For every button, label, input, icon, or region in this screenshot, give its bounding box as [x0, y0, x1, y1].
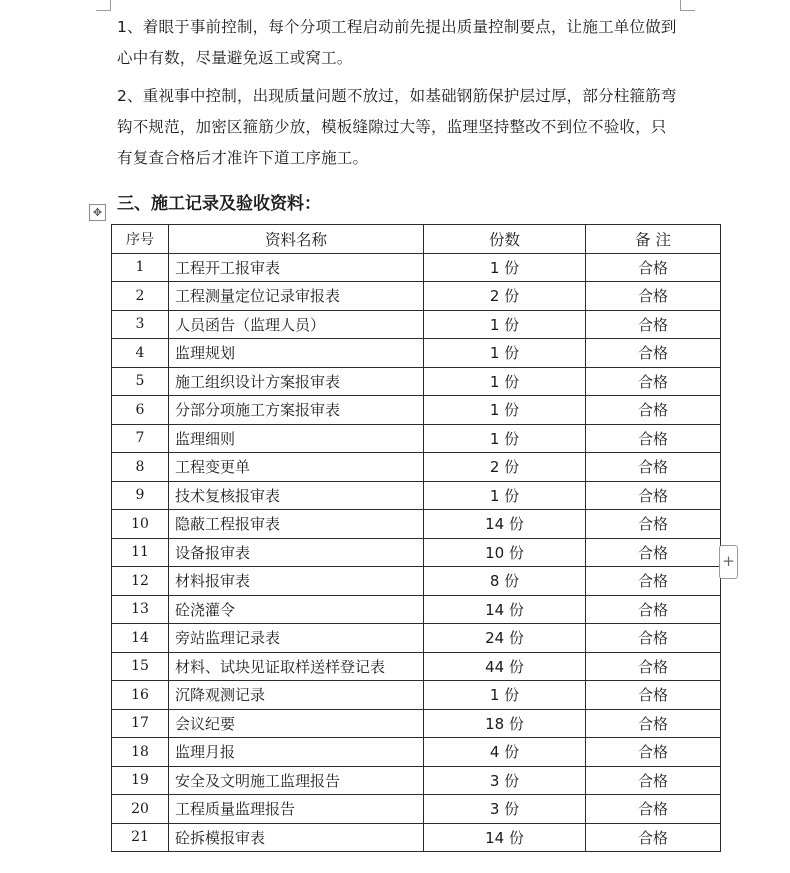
row-document-name: 监理月报	[169, 738, 424, 767]
row-document-name: 工程变更单	[169, 453, 424, 482]
row-copies: 4 份	[424, 738, 586, 767]
table-row	[112, 766, 721, 795]
row-copies: 1 份	[424, 310, 586, 339]
table-row	[112, 624, 721, 653]
row-document-name: 施工组织设计方案报审表	[169, 367, 424, 396]
row-remarks: 合格	[586, 282, 721, 311]
table-row	[112, 652, 721, 681]
row-document-name: 砼浇灌令	[169, 595, 424, 624]
row-serial: 13	[112, 595, 169, 624]
row-serial: 5	[112, 367, 169, 396]
row-document-name: 会议纪要	[169, 709, 424, 738]
row-serial: 1	[112, 253, 169, 282]
row-copies: 1 份	[424, 396, 586, 425]
row-serial: 6	[112, 396, 169, 425]
row-copies: 3 份	[424, 795, 586, 824]
row-serial: 20	[112, 795, 169, 824]
row-copies: 14 份	[424, 823, 586, 852]
row-remarks: 合格	[586, 424, 721, 453]
header-copies: 份数	[424, 225, 586, 254]
row-serial: 19	[112, 766, 169, 795]
row-document-name: 工程开工报审表	[169, 253, 424, 282]
table-row	[112, 567, 721, 596]
row-remarks: 合格	[586, 795, 721, 824]
row-serial: 18	[112, 738, 169, 767]
row-copies: 1 份	[424, 253, 586, 282]
row-serial: 8	[112, 453, 169, 482]
table-row	[112, 367, 721, 396]
row-serial: 3	[112, 310, 169, 339]
row-copies: 1 份	[424, 339, 586, 368]
row-remarks: 合格	[586, 453, 721, 482]
row-document-name: 沉降观测记录	[169, 681, 424, 710]
row-copies: 2 份	[424, 453, 586, 482]
row-copies: 3 份	[424, 766, 586, 795]
table-row	[112, 738, 721, 767]
row-remarks: 合格	[586, 738, 721, 767]
row-copies: 1 份	[424, 681, 586, 710]
row-remarks: 合格	[586, 567, 721, 596]
row-copies: 14 份	[424, 510, 586, 539]
row-copies: 1 份	[424, 481, 586, 510]
row-serial: 15	[112, 652, 169, 681]
row-serial: 12	[112, 567, 169, 596]
table-row	[112, 823, 721, 852]
row-copies: 24 份	[424, 624, 586, 653]
row-remarks: 合格	[586, 253, 721, 282]
row-remarks: 合格	[586, 510, 721, 539]
row-copies: 8 份	[424, 567, 586, 596]
row-document-name: 材料报审表	[169, 567, 424, 596]
row-document-name: 砼拆模报审表	[169, 823, 424, 852]
row-copies: 44 份	[424, 652, 586, 681]
paragraph-in-process-control: 2、重视事中控制，出现质量问题不放过，如基础钢筋保护层过厚，部分柱箍筋弯钩不规范，加密区箍筋少放，模板缝隙过大等，监理坚持整改不到位不验收，只有复查合格后才准许下道工序施工。	[117, 87, 677, 167]
header-document-name: 资料名称	[169, 225, 424, 254]
row-serial: 14	[112, 624, 169, 653]
table-row	[112, 510, 721, 539]
table-row	[112, 310, 721, 339]
row-remarks: 合格	[586, 310, 721, 339]
row-serial: 7	[112, 424, 169, 453]
table-row	[112, 795, 721, 824]
row-remarks: 合格	[586, 709, 721, 738]
row-remarks: 合格	[586, 766, 721, 795]
table-row	[112, 709, 721, 738]
row-remarks: 合格	[586, 481, 721, 510]
row-document-name: 工程测量定位记录审报表	[169, 282, 424, 311]
row-remarks: 合格	[586, 367, 721, 396]
row-serial: 11	[112, 538, 169, 567]
row-serial: 4	[112, 339, 169, 368]
add-row-button[interactable]: +	[719, 545, 738, 579]
table-row	[112, 253, 721, 282]
table-row	[112, 481, 721, 510]
table-row	[112, 424, 721, 453]
row-remarks: 合格	[586, 595, 721, 624]
section-heading: 三、施工记录及验收资料：	[117, 194, 321, 214]
row-serial: 16	[112, 681, 169, 710]
paragraph-pre-control: 1、着眼于事前控制，每个分项工程启动前先提出质量控制要点，让施工单位做到心中有数，尽量避免返工或窝工。	[117, 18, 677, 67]
table-row	[112, 282, 721, 311]
row-document-name: 工程质量监理报告	[169, 795, 424, 824]
table-row	[112, 396, 721, 425]
row-document-name: 材料、试块见证取样送样登记表	[169, 652, 424, 681]
row-document-name: 隐蔽工程报审表	[169, 510, 424, 539]
row-serial: 17	[112, 709, 169, 738]
table-row	[112, 538, 721, 567]
row-copies: 1 份	[424, 367, 586, 396]
table-row	[112, 595, 721, 624]
header-serial: 序号	[112, 225, 169, 254]
row-remarks: 合格	[586, 681, 721, 710]
table-header-row	[112, 225, 721, 254]
page-corner-mark-right	[680, 0, 695, 11]
row-copies: 14 份	[424, 595, 586, 624]
row-serial: 9	[112, 481, 169, 510]
row-copies: 1 份	[424, 424, 586, 453]
row-serial: 10	[112, 510, 169, 539]
row-document-name: 设备报审表	[169, 538, 424, 567]
row-remarks: 合格	[586, 538, 721, 567]
row-remarks: 合格	[586, 396, 721, 425]
row-document-name: 旁站监理记录表	[169, 624, 424, 653]
row-serial: 21	[112, 823, 169, 852]
row-document-name: 监理细则	[169, 424, 424, 453]
row-remarks: 合格	[586, 339, 721, 368]
row-copies: 10 份	[424, 538, 586, 567]
header-remarks: 备 注	[586, 225, 721, 254]
row-copies: 18 份	[424, 709, 586, 738]
row-serial: 2	[112, 282, 169, 311]
row-document-name: 监理规划	[169, 339, 424, 368]
table-row	[112, 453, 721, 482]
table-row	[112, 339, 721, 368]
row-remarks: 合格	[586, 652, 721, 681]
records-table	[111, 224, 721, 852]
page-corner-mark-left	[96, 0, 111, 11]
table-move-handle-icon[interactable]: ✥	[89, 204, 106, 221]
row-document-name: 分部分项施工方案报审表	[169, 396, 424, 425]
row-document-name: 技术复核报审表	[169, 481, 424, 510]
row-remarks: 合格	[586, 624, 721, 653]
row-copies: 2 份	[424, 282, 586, 311]
row-remarks: 合格	[586, 823, 721, 852]
table-row	[112, 681, 721, 710]
row-document-name: 人员函告（监理人员）	[169, 310, 424, 339]
row-document-name: 安全及文明施工监理报告	[169, 766, 424, 795]
